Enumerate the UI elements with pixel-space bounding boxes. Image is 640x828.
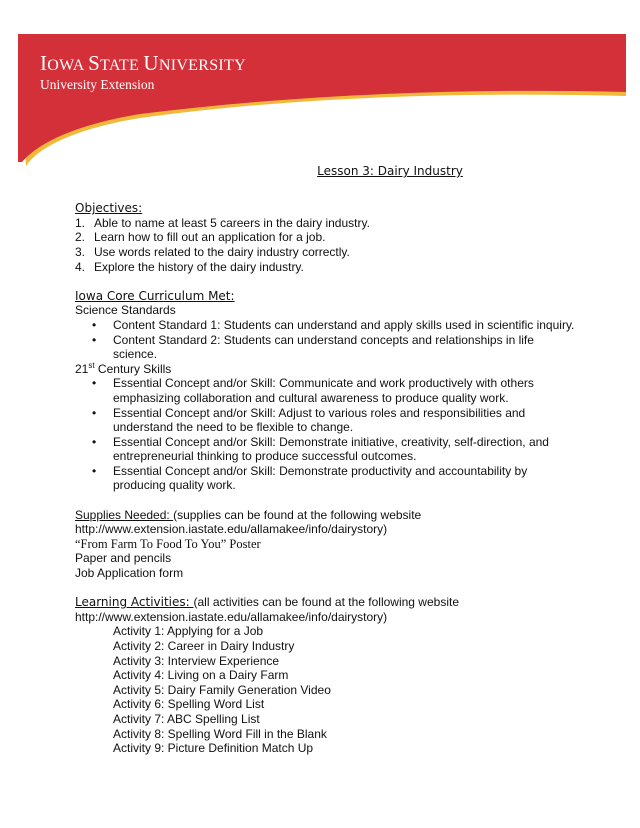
science-standards-list — [75, 318, 575, 362]
list-item: 4. Explore the history of the dairy industry. — [75, 259, 304, 274]
activity-item: Activity 7: ABC Spelling List — [113, 711, 260, 726]
supplies-url: http://www.extension.iastate.edu/allamakee/info/dairystory) — [75, 522, 388, 537]
supplies-heading: Supplies Needed: — [75, 507, 174, 522]
activity-item: Activity 3: Interview Experience — [113, 653, 280, 668]
objectives-heading: Objectives: — [75, 201, 143, 216]
science-standards-label: Science Standards — [75, 303, 176, 318]
list-item: • Content Standard 1: Students can understand and apply skills used in scientific inquiry. — [75, 318, 575, 333]
objectives-list — [75, 216, 575, 274]
list-item: 3. Use words related to the dairy industry correctly. — [75, 244, 350, 259]
poster-item: “From Farm To Food To You” Poster — [75, 536, 261, 551]
list-item: • Essential Concept and/or Skill: Demonstrate initiative, creativity, self-direction, and entrepreneurial thinking to produce successful outcomes. — [75, 435, 575, 464]
activity-item: Activity 4: Living on a Dairy Farm — [113, 668, 289, 683]
list-item: 2. Learn how to fill out an application for a job. — [75, 230, 326, 245]
activity-item: Activity 6: Spelling Word List — [113, 697, 265, 712]
university-name: IOWA STATE UNIVERSITY — [40, 51, 246, 75]
page-title: Lesson 3: Dairy Industry — [317, 164, 463, 178]
curriculum-heading: Iowa Core Curriculum Met: — [75, 288, 235, 303]
list-item: • Essential Concept and/or Skill: Communicate and work productively with others emphasizing collaboration and cultural awareness to produce quality work. — [75, 376, 575, 405]
century-skills-list — [75, 376, 575, 493]
list-item: • Content Standard 2: Students can understand concepts and relationships in life science. — [75, 333, 575, 362]
learning-heading-line: Learning Activities: (all activities can be found at the following website — [75, 595, 459, 610]
list-item: • Essential Concept and/or Skill: Demonstrate productivity and accountability by producing quality work. — [75, 464, 575, 493]
learning-heading: Learning Activities: — [75, 595, 194, 610]
activity-item: Activity 1: Applying for a Job — [113, 624, 264, 639]
list-item: Paper and pencils — [75, 551, 172, 566]
list-item: • Essential Concept and/or Skill: Adjust to various roles and responsibilities and understand the need to be flexible to change. — [75, 406, 575, 435]
century-skills-label: 21st Century Skills — [75, 360, 172, 376]
activity-item: Activity 9: Picture Definition Match Up — [113, 741, 314, 756]
list-item: Job Application form — [75, 566, 184, 581]
learning-url: http://www.extension.iastate.edu/allamakee/info/dairystory) — [75, 609, 388, 624]
list-item: 1. Able to name at least 5 careers in the dairy industry. — [75, 215, 370, 230]
activity-item: Activity 2: Career in Dairy Industry — [113, 639, 295, 653]
activity-item: Activity 8: Spelling Word Fill in the Blank — [113, 726, 327, 741]
supplies-heading-line: Supplies Needed: (supplies can be found at the following website — [75, 507, 422, 522]
lesson-document — [75, 160, 575, 756]
extension-label: University Extension — [40, 77, 155, 92]
university-wordmark — [40, 52, 246, 93]
activity-item: Activity 5: Dairy Family Generation Video — [113, 682, 331, 697]
university-header — [0, 0, 640, 170]
